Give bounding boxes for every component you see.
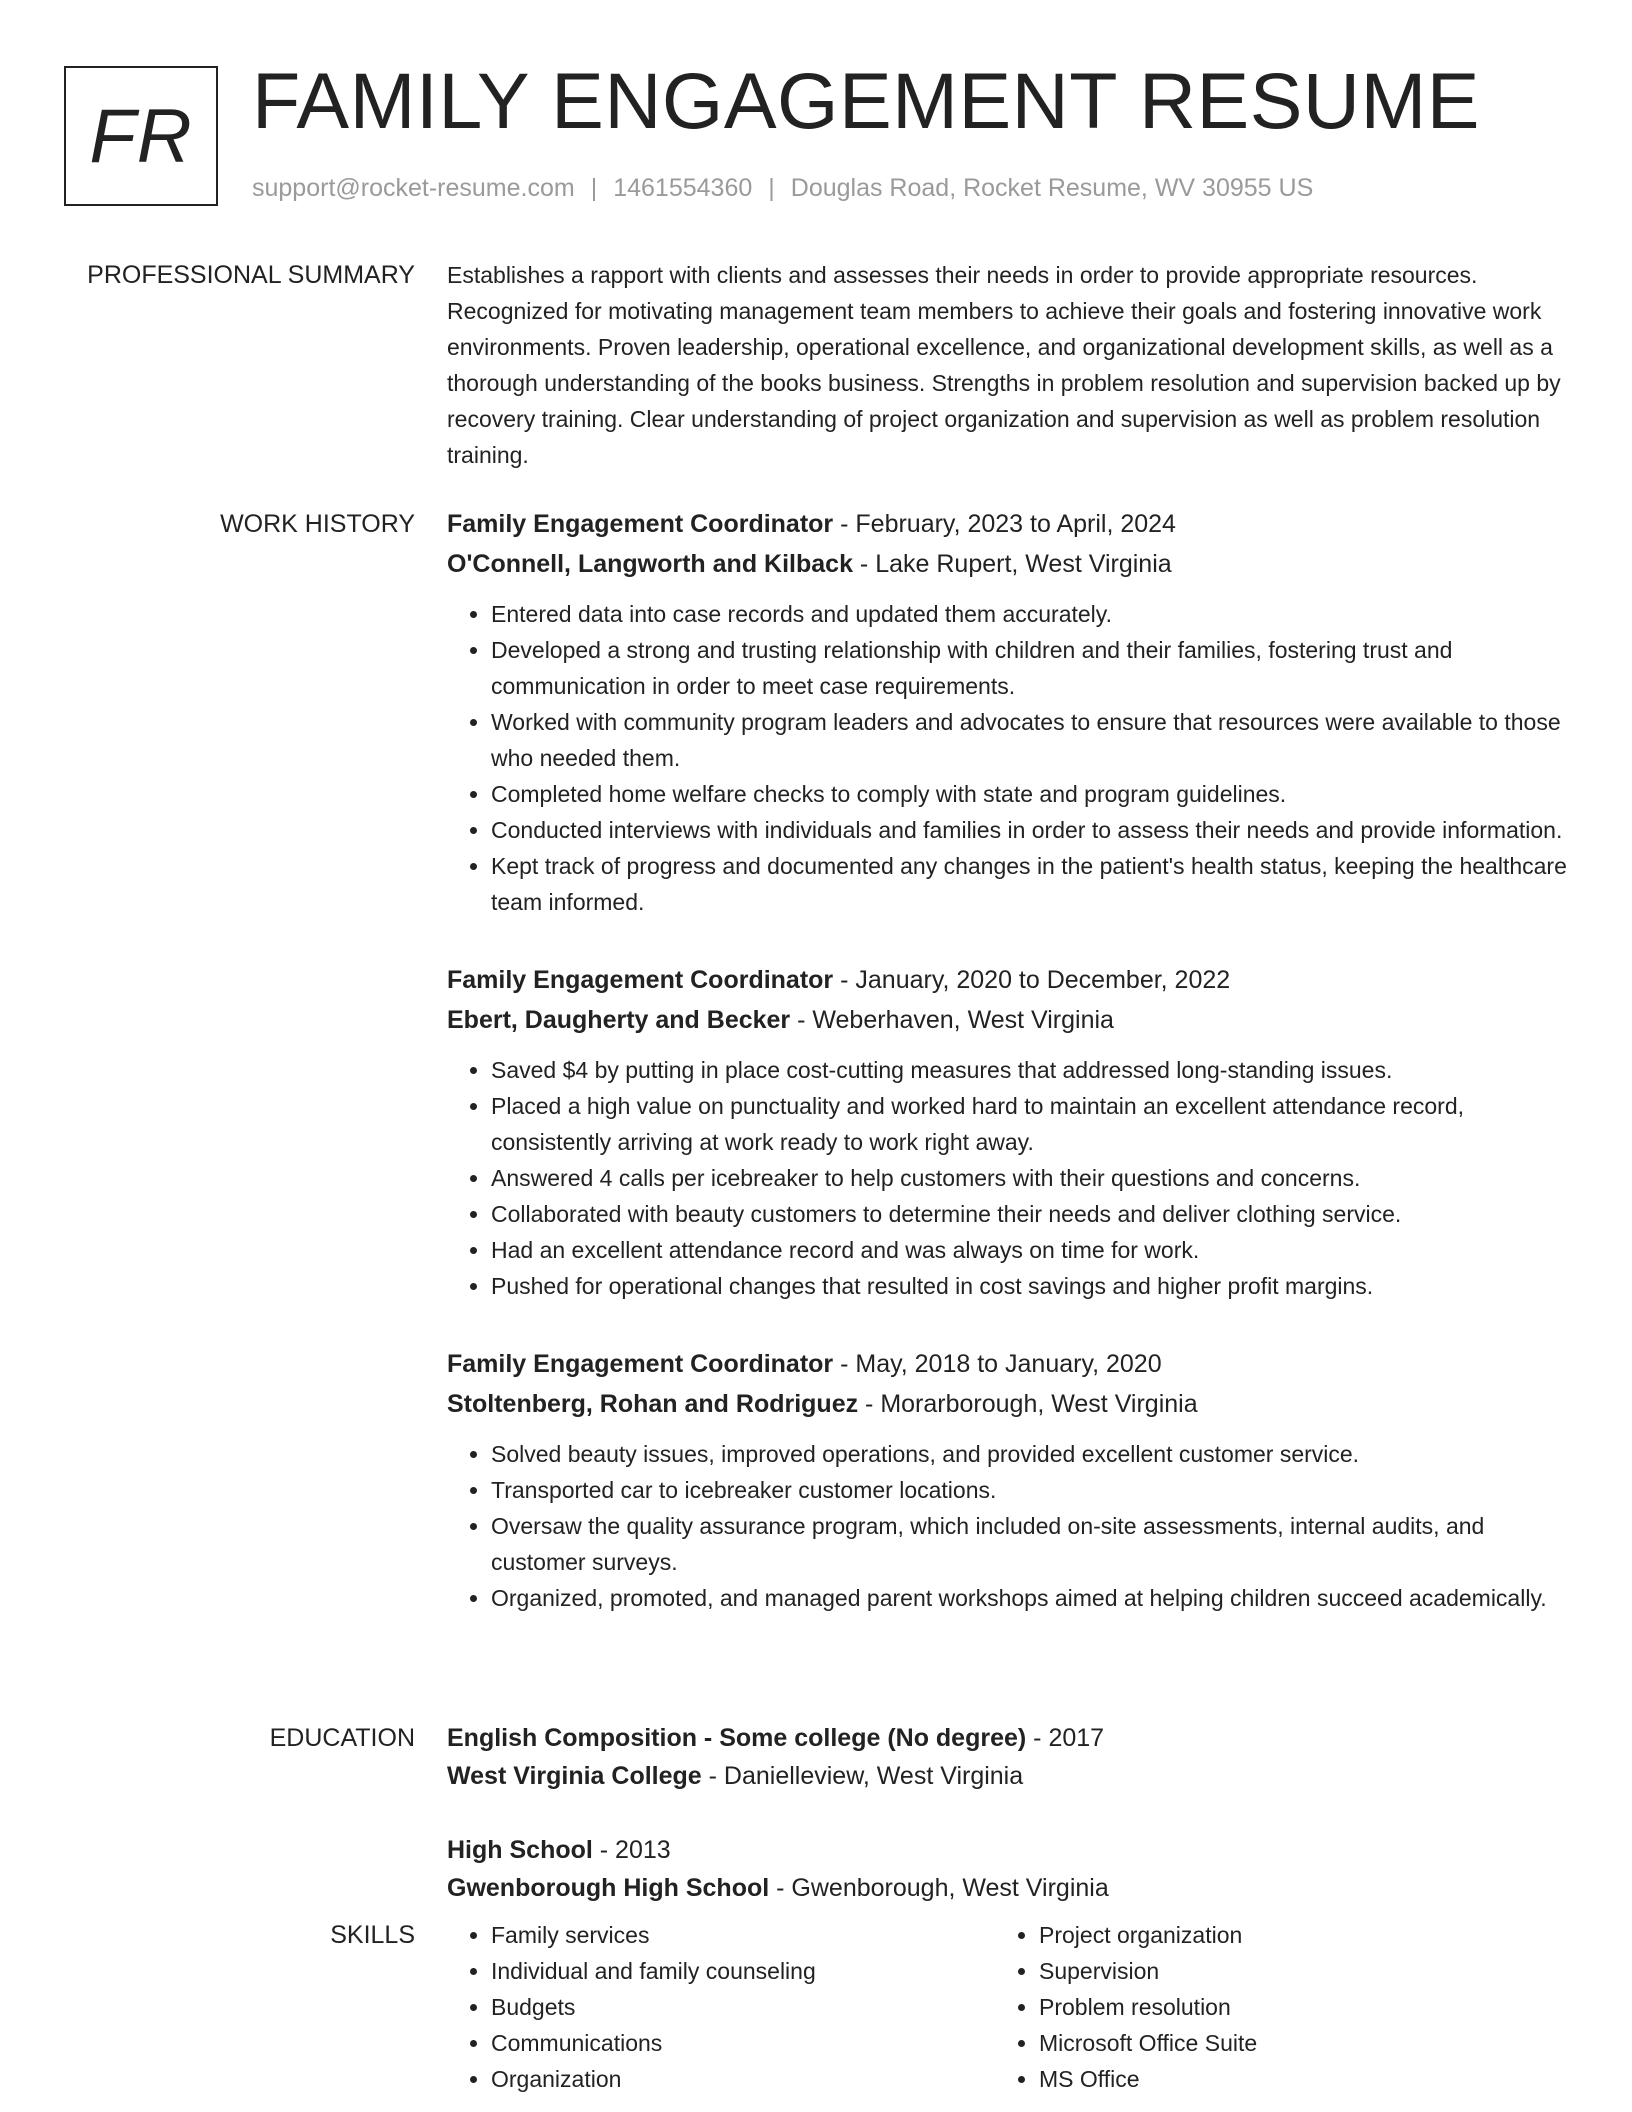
section-title-education: EDUCATION — [269, 1724, 415, 1752]
job-bullet: • Had an excellent attendance record and was always on time for work. — [491, 1232, 1567, 1268]
skill-item: • Problem resolution — [1039, 1989, 1543, 2025]
skill-item: • Communications — [491, 2025, 995, 2061]
job-title-line — [447, 504, 1567, 544]
section-title-summary: PROFESSIONAL SUMMARY — [87, 261, 415, 289]
contact-email[interactable]: support@rocket-resume.com — [252, 174, 575, 202]
job-bullet: • Developed a strong and trusting relationship with children and their families, fostering trust and communication in order to meet case requirements. — [491, 632, 1567, 704]
contact-separator: | — [590, 174, 598, 202]
job-role: Family Engagement Coordinator — [447, 966, 834, 994]
education-year: - 2017 — [1026, 1724, 1105, 1752]
job-bullet: • Oversaw the quality assurance program, which included on-site assessments, internal audits, and customer surveys. — [491, 1508, 1567, 1580]
monogram-initials: FR — [89, 93, 193, 179]
education-list — [447, 1719, 1567, 1943]
job-company: O'Connell, Langworth and Kilback — [447, 550, 853, 578]
job-bullet: • Saved $4 by putting in place cost-cutting measures that addressed long-standing issues. — [491, 1052, 1567, 1088]
job-role: Family Engagement Coordinator — [447, 510, 834, 538]
contact-line — [252, 174, 1313, 203]
job-bullets — [447, 596, 1567, 920]
education-location: - Danielleview, West Virginia — [701, 1762, 1024, 1790]
education-degree: High School — [447, 1836, 593, 1864]
education-year: - 2013 — [592, 1836, 671, 1864]
job-dates: - May, 2018 to January, 2020 — [833, 1350, 1162, 1378]
job-bullet: • Conducted interviews with individuals and families in order to assess their needs and provide information. — [491, 812, 1567, 848]
education-degree-line — [447, 1719, 1567, 1757]
skills-body — [447, 1917, 1567, 2097]
education-school: West Virginia College — [447, 1762, 702, 1790]
job-list — [447, 504, 1567, 1656]
job-location: - Lake Rupert, West Virginia — [852, 550, 1172, 578]
job-title-line — [447, 960, 1567, 1000]
job-bullet: • Placed a high value on punctuality and worked hard to maintain an excellent attendance record, consistently arriving at work ready to work right away. — [491, 1088, 1567, 1160]
job-bullet: • Solved beauty issues, improved operations, and provided excellent customer service. — [491, 1436, 1567, 1472]
job-bullet: • Worked with community program leaders and advocates to ensure that resources were available to those who needed them. — [491, 704, 1567, 776]
contact-phone: 1461554360 — [613, 174, 753, 202]
education-degree-line — [447, 1831, 1567, 1869]
job-location: - Morarborough, West Virginia — [858, 1390, 1198, 1418]
job-entry — [447, 1344, 1567, 1616]
education-entry — [447, 1719, 1567, 1795]
summary-text: Establishes a rapport with clients and assesses their needs in order to provide appropriate resources. Recognized for motivating management team members to achieve their goals and fostering innovative work environments. Proven leadership, operational excellence, and organizational development skills, as well as a thorough understanding of the books business. Strengths in problem resolution and supervision backed up by recovery training. Clear understanding of project organization and supervision as well as problem resolution training. — [447, 262, 1561, 468]
job-bullets — [447, 1436, 1567, 1616]
job-dates: - February, 2023 to April, 2024 — [833, 510, 1176, 538]
skills-list-left — [447, 1917, 995, 2097]
skills-list-right — [995, 1917, 1543, 2097]
skill-item: • Supervision — [1039, 1953, 1543, 1989]
job-bullet: • Organized, promoted, and managed parent workshops aimed at helping children succeed academically. — [491, 1580, 1567, 1616]
job-bullet: • Completed home welfare checks to comply with state and program guidelines. — [491, 776, 1567, 812]
job-role: Family Engagement Coordinator — [447, 1350, 834, 1378]
job-company: Ebert, Daugherty and Becker — [447, 1006, 791, 1034]
job-company-line — [447, 544, 1567, 584]
job-company: Stoltenberg, Rohan and Rodriguez — [447, 1390, 859, 1418]
skill-item: • Project organization — [1039, 1917, 1543, 1953]
job-location: - Weberhaven, West Virginia — [790, 1006, 1114, 1034]
education-degree: English Composition - Some college (No degree) — [447, 1724, 1027, 1752]
skill-item: • Microsoft Office Suite — [1039, 2025, 1543, 2061]
skill-item: • MS Office — [1039, 2061, 1543, 2097]
education-entry — [447, 1831, 1567, 1907]
job-entry — [447, 960, 1567, 1304]
job-bullet: • Transported car to icebreaker customer locations. — [491, 1472, 1567, 1508]
education-location: - Gwenborough, West Virginia — [769, 1874, 1109, 1902]
contact-separator: | — [768, 174, 775, 202]
skill-item: • Organization — [491, 2061, 995, 2097]
skill-item: • Budgets — [491, 1989, 995, 2025]
job-bullet: • Collaborated with beauty customers to determine their needs and deliver clothing service. — [491, 1196, 1567, 1232]
job-bullet: • Pushed for operational changes that resulted in cost savings and higher profit margins. — [491, 1268, 1567, 1304]
section-title-work-history: WORK HISTORY — [220, 510, 415, 538]
skill-item: • Individual and family counseling — [491, 1953, 995, 1989]
job-dates: - January, 2020 to December, 2022 — [833, 966, 1231, 994]
job-company-line — [447, 1000, 1567, 1040]
education-school-line — [447, 1869, 1567, 1907]
education-school: Gwenborough High School — [447, 1874, 770, 1902]
job-entry — [447, 504, 1567, 920]
section-title-skills: SKILLS — [330, 1921, 415, 1949]
monogram-box — [64, 66, 218, 206]
contact-address: Douglas Road, Rocket Resume, WV 30955 US — [790, 174, 1314, 202]
job-company-line — [447, 1384, 1567, 1424]
resume-title: FAMILY ENGAGEMENT RESUME — [252, 56, 1480, 145]
job-title-line — [447, 1344, 1567, 1384]
education-school-line — [447, 1757, 1567, 1795]
job-bullet: • Entered data into case records and updated them accurately. — [491, 596, 1567, 632]
job-bullets — [447, 1052, 1567, 1304]
job-bullet: • Kept track of progress and documented any changes in the patient's health status, keeping the healthcare team informed. — [491, 848, 1567, 920]
job-bullet: • Answered 4 calls per icebreaker to help customers with their questions and concerns. — [491, 1160, 1567, 1196]
skills-columns — [447, 1917, 1567, 2097]
skill-item: • Family services — [491, 1917, 995, 1953]
